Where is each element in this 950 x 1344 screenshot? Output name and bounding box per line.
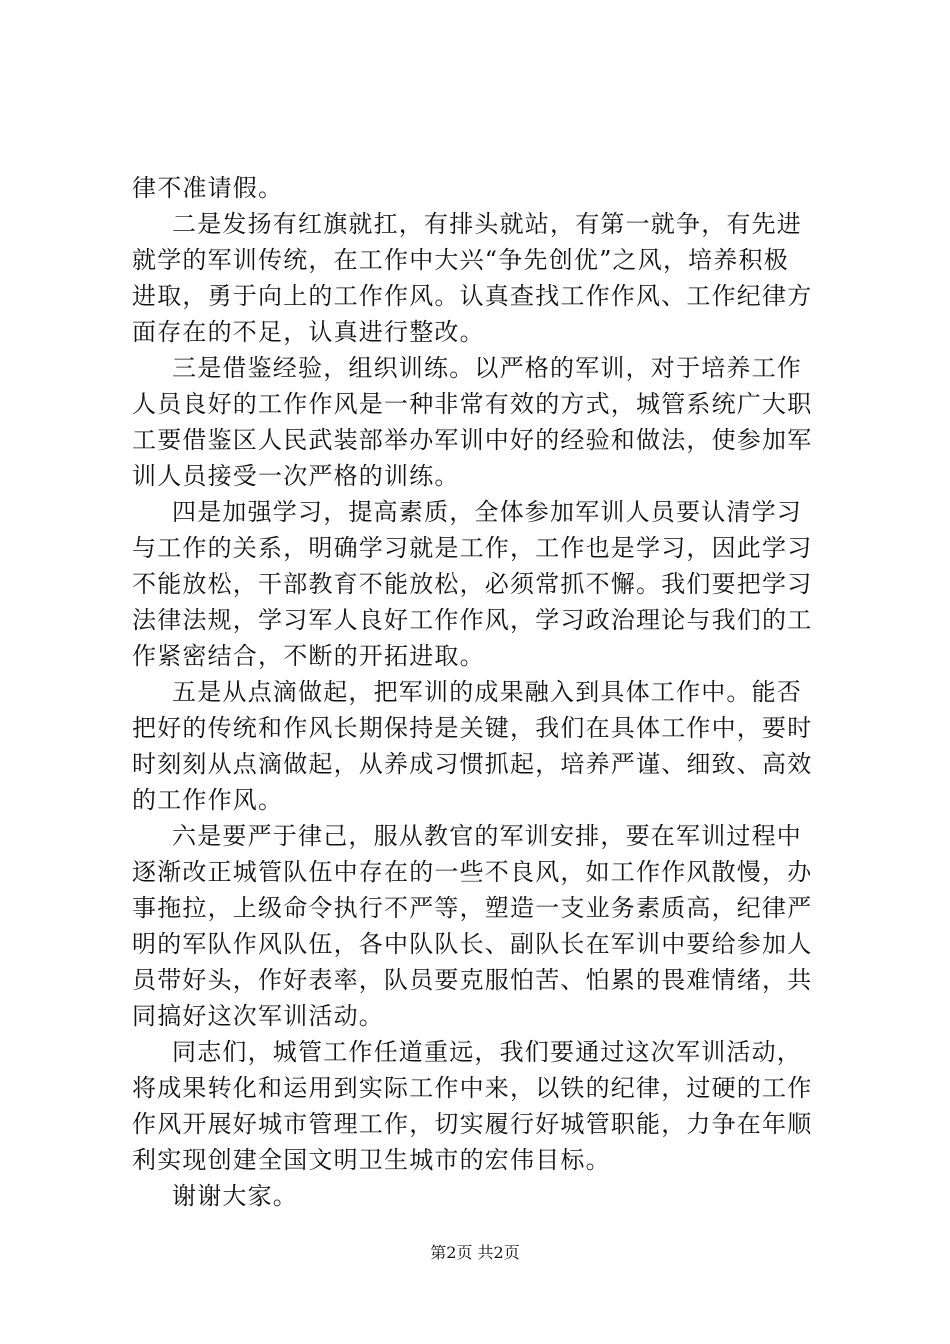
paragraph-2-line-3: 进取，勇于向上的工作作风。认真查找工作作风、工作纪律方 (132, 282, 813, 310)
document-body (132, 170, 832, 1214)
paragraph-6-line-3: 事拖拉，上级命令执行不严等，塑造一支业务素质高，纪律严 (132, 894, 813, 922)
paragraph-4-line-4: 法律法规，学习军人良好工作作风，学习政治理论与我们的工 (132, 606, 813, 634)
paragraph-3-line-4: 训人员接受一次严格的训练。 (132, 462, 460, 490)
paragraph-4-line-5: 作紧密结合，不断的开拓进取。 (132, 642, 485, 670)
paragraph-5-line-3: 时刻刻从点滴做起，从养成习惯抓起，培养严谨、细致、高效 (132, 750, 813, 778)
paragraph-5-line-1: 五是从点滴做起，把军训的成果融入到具体工作中。能否 (172, 678, 802, 706)
paragraph-3-line-1: 三是借鉴经验，组织训练。以严格的军训，对于培养工作 (172, 354, 802, 382)
paragraph-2-line-2: 就学的军训传统，在工作中大兴“争先创优”之风，培养积极 (132, 246, 789, 274)
text-line: 律不准请假。 (132, 174, 284, 202)
paragraph-2-line-4: 面存在的不足，认真进行整改。 (132, 318, 485, 346)
paragraph-4-line-2: 与工作的关系，明确学习就是工作，工作也是学习，因此学习 (132, 534, 813, 562)
paragraph-6-line-6: 同搞好这次军训活动。 (132, 1002, 384, 1030)
paragraph-7-line-2: 将成果转化和运用到实际工作中来，以铁的纪律，过硬的工作 (132, 1074, 813, 1102)
paragraph-5-line-4: 的工作作风。 (132, 786, 284, 814)
paragraph-7-line-4: 利实现创建全国文明卫生城市的宏伟目标。 (132, 1146, 611, 1174)
page-number-footer: 第2页 共2页 (430, 1243, 520, 1262)
paragraph-6-line-4: 明的军队作风队伍，各中队队长、副队长在军训中要给参加人 (132, 930, 813, 958)
paragraph-3-line-3: 工要借鉴区人民武装部举办军训中好的经验和做法，使参加军 (132, 426, 813, 454)
paragraph-6-line-5: 员带好头，作好表率，队员要克服怕苦、怕累的畏难情绪，共 (132, 966, 813, 994)
paragraph-3-line-2: 人员良好的工作作风是一种非常有效的方式，城管系统广大职 (132, 390, 813, 418)
paragraph-2-line-1: 二是发扬有红旗就扛，有排头就站，有第一就争，有先进 (172, 210, 802, 238)
paragraph-6-line-1: 六是要严于律己，服从教官的军训安排，要在军训过程中 (172, 822, 802, 850)
paragraph-6-line-2: 逐渐改正城管队伍中存在的一些不良风，如工作作风散慢，办 (132, 858, 813, 886)
closing-line: 谢谢大家。 (172, 1182, 298, 1210)
paragraph-7-line-1: 同志们，城管工作任道重远，我们要通过这次军训活动， (172, 1038, 802, 1066)
paragraph-7-line-3: 作风开展好城市管理工作，切实履行好城管职能，力争在年顺 (132, 1110, 813, 1138)
paragraph-4-line-3: 不能放松，干部教育不能放松，必须常抓不懈。我们要把学习 (132, 570, 813, 598)
paragraph-5-line-2: 把好的传统和作风长期保持是关键，我们在具体工作中，要时 (132, 714, 813, 742)
paragraph-4-line-1: 四是加强学习，提高素质，全体参加军训人员要认清学习 (172, 498, 802, 526)
